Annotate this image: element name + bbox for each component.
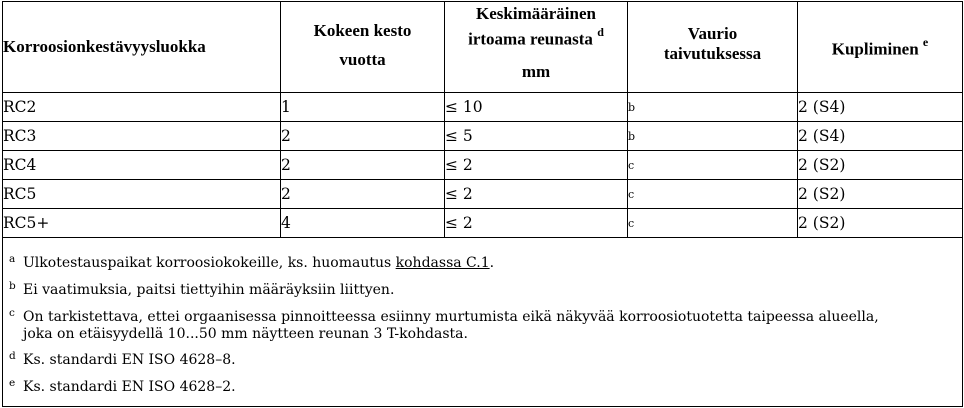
cell-blistering: 2 (S2) (798, 209, 963, 238)
clause-c1-link[interactable]: kohdassa C.1 (395, 255, 490, 271)
cell-years: 2 (281, 122, 445, 151)
header-detachment-footnote-mark: d (597, 25, 604, 40)
requirements-table-container (2, 1, 962, 407)
cell-detachment: ≤ 2 (445, 151, 628, 180)
table-row (3, 209, 963, 238)
footnote-text: Ks. standardi EN ISO 4628–2. (23, 379, 236, 395)
footnote-a (3, 255, 962, 272)
footnote-text-line2: joka on etäisyydellä 10...50 mm näytteen reunan 3 T-kohdasta. (23, 326, 468, 342)
table-header-row (3, 2, 963, 93)
cell-class: RC4 (3, 151, 281, 180)
cell-class: RC3 (3, 122, 281, 151)
table-row (3, 93, 963, 122)
corrosion-requirements-table (2, 1, 963, 407)
footnote-text: Ulkotestauspaikat korroosiokokeille, ks. huomautus (23, 255, 396, 271)
cell-blistering: 2 (S2) (798, 180, 963, 209)
footnote-mark: b (9, 280, 16, 292)
cell-years: 1 (281, 93, 445, 122)
cell-detachment: ≤ 2 (445, 209, 628, 238)
table-row (3, 180, 963, 209)
cell-bend-footnote-mark: b (628, 93, 798, 122)
footnote-text: Ei vaatimuksia, paitsi tiettyihin määräyksiin liittyen. (23, 282, 395, 298)
footnote-d (3, 352, 962, 369)
cell-class: RC2 (3, 93, 281, 122)
footnote-b (3, 282, 962, 299)
cell-years: 2 (281, 151, 445, 180)
cell-years: 4 (281, 209, 445, 238)
header-corrosion-class: Korroosionkestävyysluokka (3, 2, 281, 93)
cell-bend-footnote-mark: b (628, 122, 798, 151)
table-row (3, 122, 963, 151)
footnotes-row (3, 238, 963, 407)
header-blistering: Kupliminen $^e$ (798, 2, 963, 93)
cell-blistering: 2 (S2) (798, 151, 963, 180)
footnote-mark: c (9, 307, 15, 319)
header-average-detachment: Keskimääräinen irtoama reunasta $^d$ mm (445, 2, 628, 93)
cell-class: RC5 (3, 180, 281, 209)
cell-years: 2 (281, 180, 445, 209)
footnote-text: Ks. standardi EN ISO 4628–8. (23, 352, 236, 368)
table-row (3, 151, 963, 180)
cell-bend-footnote-mark: c (628, 180, 798, 209)
footnote-text: On tarkistettava, ettei orgaanisessa pinnoitteessa esiinny murtumista eikä näkyvää korroosiotuotetta taipeessa alueella, (23, 309, 879, 325)
cell-detachment: ≤ 5 (445, 122, 628, 151)
footnote-e (3, 379, 962, 396)
cell-blistering: 2 (S4) (798, 122, 963, 151)
cell-blistering: 2 (S4) (798, 93, 963, 122)
footnotes-cell (3, 238, 963, 407)
header-bend-damage: Vaurio taivutuksessa (628, 2, 798, 93)
cell-class: RC5+ (3, 209, 281, 238)
footnote-mark: e (9, 377, 16, 389)
cell-bend-footnote-mark: c (628, 151, 798, 180)
footnote-c (3, 309, 962, 343)
header-blistering-footnote-mark: e (922, 35, 929, 50)
footnote-mark: a (9, 253, 16, 265)
cell-detachment: ≤ 10 (445, 93, 628, 122)
header-test-duration: Kokeen kesto vuotta (281, 2, 445, 93)
cell-detachment: ≤ 2 (445, 180, 628, 209)
footnote-text-end: . (489, 255, 495, 271)
footnote-mark: d (9, 350, 16, 362)
cell-bend-footnote-mark: c (628, 209, 798, 238)
